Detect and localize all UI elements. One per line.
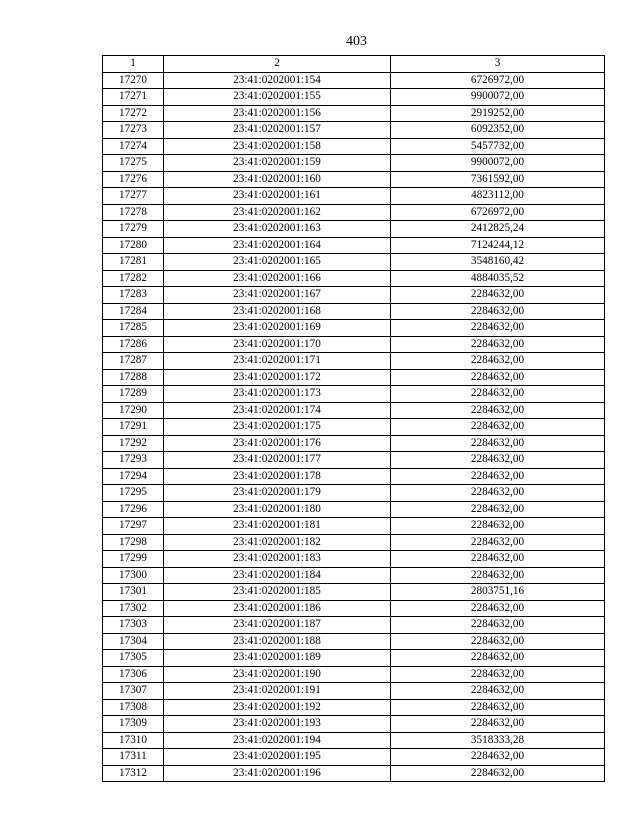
cadastral-number-cell: 23:41:0202001:173 <box>164 386 391 403</box>
table-row <box>103 336 605 353</box>
value-cell: 2284632,00 <box>391 303 605 320</box>
row-number-cell: 17271 <box>103 89 164 106</box>
row-number-cell: 17312 <box>103 765 164 782</box>
row-number-cell: 17302 <box>103 600 164 617</box>
value-cell: 6726972,00 <box>391 204 605 221</box>
cadastral-number-cell: 23:41:0202001:186 <box>164 600 391 617</box>
cadastral-number-cell: 23:41:0202001:167 <box>164 287 391 304</box>
table-row <box>103 386 605 403</box>
table-row <box>103 518 605 535</box>
value-cell: 2284632,00 <box>391 699 605 716</box>
value-cell: 2284632,00 <box>391 320 605 337</box>
table-row <box>103 303 605 320</box>
cadastral-number-cell: 23:41:0202001:180 <box>164 501 391 518</box>
row-number-cell: 17301 <box>103 584 164 601</box>
row-number-cell: 17287 <box>103 353 164 370</box>
table-row <box>103 716 605 733</box>
cadastral-number-cell: 23:41:0202001:185 <box>164 584 391 601</box>
value-cell: 2284632,00 <box>391 683 605 700</box>
table-row <box>103 567 605 584</box>
data-table <box>102 55 605 782</box>
cadastral-number-cell: 23:41:0202001:193 <box>164 716 391 733</box>
value-cell: 2284632,00 <box>391 633 605 650</box>
table-row <box>103 122 605 139</box>
row-number-cell: 17306 <box>103 666 164 683</box>
row-number-cell: 17300 <box>103 567 164 584</box>
row-number-cell: 17276 <box>103 171 164 188</box>
row-number-cell: 17275 <box>103 155 164 172</box>
cadastral-number-cell: 23:41:0202001:183 <box>164 551 391 568</box>
cadastral-number-cell: 23:41:0202001:196 <box>164 765 391 782</box>
cadastral-number-cell: 23:41:0202001:177 <box>164 452 391 469</box>
value-cell: 2284632,00 <box>391 287 605 304</box>
row-number-cell: 17284 <box>103 303 164 320</box>
value-cell: 2284632,00 <box>391 435 605 452</box>
table-row <box>103 105 605 122</box>
row-number-cell: 17285 <box>103 320 164 337</box>
value-cell: 2284632,00 <box>391 402 605 419</box>
row-number-cell: 17278 <box>103 204 164 221</box>
value-cell: 2284632,00 <box>391 386 605 403</box>
cadastral-number-cell: 23:41:0202001:187 <box>164 617 391 634</box>
value-cell: 2284632,00 <box>391 600 605 617</box>
value-cell: 2284632,00 <box>391 485 605 502</box>
cadastral-number-cell: 23:41:0202001:157 <box>164 122 391 139</box>
cadastral-number-cell: 23:41:0202001:163 <box>164 221 391 238</box>
value-cell: 6726972,00 <box>391 72 605 89</box>
row-number-cell: 17283 <box>103 287 164 304</box>
row-number-cell: 17277 <box>103 188 164 205</box>
value-cell: 6092352,00 <box>391 122 605 139</box>
value-cell: 2284632,00 <box>391 419 605 436</box>
value-cell: 5457732,00 <box>391 138 605 155</box>
cadastral-number-cell: 23:41:0202001:159 <box>164 155 391 172</box>
row-number-cell: 17297 <box>103 518 164 535</box>
cadastral-number-cell: 23:41:0202001:162 <box>164 204 391 221</box>
value-cell: 2284632,00 <box>391 551 605 568</box>
row-number-cell: 17274 <box>103 138 164 155</box>
value-cell: 2284632,00 <box>391 749 605 766</box>
table-row <box>103 749 605 766</box>
row-number-cell: 17289 <box>103 386 164 403</box>
cadastral-number-cell: 23:41:0202001:174 <box>164 402 391 419</box>
row-number-cell: 17290 <box>103 402 164 419</box>
table-row <box>103 320 605 337</box>
table-row <box>103 369 605 386</box>
row-number-cell: 17298 <box>103 534 164 551</box>
cadastral-number-cell: 23:41:0202001:168 <box>164 303 391 320</box>
table-row <box>103 89 605 106</box>
cadastral-number-cell: 23:41:0202001:176 <box>164 435 391 452</box>
row-number-cell: 17299 <box>103 551 164 568</box>
table-row <box>103 633 605 650</box>
row-number-cell: 17295 <box>103 485 164 502</box>
table-row <box>103 254 605 271</box>
row-number-cell: 17310 <box>103 732 164 749</box>
row-number-cell: 17272 <box>103 105 164 122</box>
table-row <box>103 237 605 254</box>
row-number-cell: 17307 <box>103 683 164 700</box>
table-body <box>103 72 605 782</box>
table-row <box>103 732 605 749</box>
value-cell: 9900072,00 <box>391 89 605 106</box>
cadastral-number-cell: 23:41:0202001:181 <box>164 518 391 535</box>
table-row <box>103 419 605 436</box>
value-cell: 3518333,28 <box>391 732 605 749</box>
table-row <box>103 221 605 238</box>
table-row <box>103 650 605 667</box>
table-row <box>103 435 605 452</box>
table-row <box>103 155 605 172</box>
value-cell: 2412825,24 <box>391 221 605 238</box>
value-cell: 2284632,00 <box>391 369 605 386</box>
value-cell: 2284632,00 <box>391 336 605 353</box>
table-row <box>103 617 605 634</box>
row-number-cell: 17270 <box>103 72 164 89</box>
value-cell: 4884035,52 <box>391 270 605 287</box>
cadastral-number-cell: 23:41:0202001:172 <box>164 369 391 386</box>
row-number-cell: 17293 <box>103 452 164 469</box>
cadastral-number-cell: 23:41:0202001:188 <box>164 633 391 650</box>
row-number-cell: 17273 <box>103 122 164 139</box>
cadastral-number-cell: 23:41:0202001:194 <box>164 732 391 749</box>
cadastral-number-cell: 23:41:0202001:171 <box>164 353 391 370</box>
value-cell: 7361592,00 <box>391 171 605 188</box>
cadastral-number-cell: 23:41:0202001:191 <box>164 683 391 700</box>
value-cell: 2284632,00 <box>391 518 605 535</box>
cadastral-number-cell: 23:41:0202001:154 <box>164 72 391 89</box>
row-number-cell: 17286 <box>103 336 164 353</box>
table-row <box>103 287 605 304</box>
table-row <box>103 600 605 617</box>
row-number-cell: 17296 <box>103 501 164 518</box>
value-cell: 2284632,00 <box>391 716 605 733</box>
cadastral-number-cell: 23:41:0202001:192 <box>164 699 391 716</box>
value-cell: 7124244,12 <box>391 237 605 254</box>
table-row <box>103 683 605 700</box>
table-row <box>103 138 605 155</box>
value-cell: 4823112,00 <box>391 188 605 205</box>
row-number-cell: 17311 <box>103 749 164 766</box>
row-number-cell: 17304 <box>103 633 164 650</box>
table-row <box>103 699 605 716</box>
cadastral-number-cell: 23:41:0202001:190 <box>164 666 391 683</box>
row-number-cell: 17279 <box>103 221 164 238</box>
row-number-cell: 17308 <box>103 699 164 716</box>
column-header-2: 2 <box>164 56 391 73</box>
cadastral-number-cell: 23:41:0202001:165 <box>164 254 391 271</box>
row-number-cell: 17280 <box>103 237 164 254</box>
row-number-cell: 17305 <box>103 650 164 667</box>
table-row <box>103 353 605 370</box>
cadastral-number-cell: 23:41:0202001:189 <box>164 650 391 667</box>
cadastral-number-cell: 23:41:0202001:195 <box>164 749 391 766</box>
cadastral-number-cell: 23:41:0202001:155 <box>164 89 391 106</box>
cadastral-number-cell: 23:41:0202001:161 <box>164 188 391 205</box>
value-cell: 2284632,00 <box>391 617 605 634</box>
table-header-row <box>103 56 605 73</box>
table-row <box>103 584 605 601</box>
table-row <box>103 534 605 551</box>
row-number-cell: 17309 <box>103 716 164 733</box>
row-number-cell: 17291 <box>103 419 164 436</box>
value-cell: 2284632,00 <box>391 353 605 370</box>
value-cell: 2284632,00 <box>391 534 605 551</box>
value-cell: 2284632,00 <box>391 650 605 667</box>
table-row <box>103 551 605 568</box>
table-row <box>103 485 605 502</box>
cadastral-number-cell: 23:41:0202001:156 <box>164 105 391 122</box>
row-number-cell: 17303 <box>103 617 164 634</box>
cadastral-number-cell: 23:41:0202001:158 <box>164 138 391 155</box>
cadastral-number-cell: 23:41:0202001:166 <box>164 270 391 287</box>
cadastral-number-cell: 23:41:0202001:169 <box>164 320 391 337</box>
value-cell: 2284632,00 <box>391 452 605 469</box>
table-row <box>103 171 605 188</box>
row-number-cell: 17292 <box>103 435 164 452</box>
table-row <box>103 270 605 287</box>
column-header-1: 1 <box>103 56 164 73</box>
table-row <box>103 765 605 782</box>
table-row <box>103 452 605 469</box>
cadastral-number-cell: 23:41:0202001:178 <box>164 468 391 485</box>
value-cell: 2284632,00 <box>391 468 605 485</box>
cadastral-number-cell: 23:41:0202001:175 <box>164 419 391 436</box>
value-cell: 2284632,00 <box>391 501 605 518</box>
table-row <box>103 468 605 485</box>
value-cell: 2919252,00 <box>391 105 605 122</box>
value-cell: 2284632,00 <box>391 765 605 782</box>
cadastral-number-cell: 23:41:0202001:179 <box>164 485 391 502</box>
value-cell: 9900072,00 <box>391 155 605 172</box>
value-cell: 2284632,00 <box>391 666 605 683</box>
row-number-cell: 17294 <box>103 468 164 485</box>
cadastral-number-cell: 23:41:0202001:170 <box>164 336 391 353</box>
cadastral-number-cell: 23:41:0202001:164 <box>164 237 391 254</box>
value-cell: 3548160,42 <box>391 254 605 271</box>
value-cell: 2284632,00 <box>391 567 605 584</box>
cadastral-number-cell: 23:41:0202001:160 <box>164 171 391 188</box>
cadastral-number-cell: 23:41:0202001:182 <box>164 534 391 551</box>
column-header-3: 3 <box>391 56 605 73</box>
table-row <box>103 501 605 518</box>
row-number-cell: 17282 <box>103 270 164 287</box>
value-cell: 2803751,16 <box>391 584 605 601</box>
table-row <box>103 204 605 221</box>
table-row <box>103 402 605 419</box>
table-row <box>103 666 605 683</box>
row-number-cell: 17288 <box>103 369 164 386</box>
table-row <box>103 188 605 205</box>
page-number: 403 <box>346 34 367 49</box>
cadastral-number-cell: 23:41:0202001:184 <box>164 567 391 584</box>
table-row <box>103 72 605 89</box>
row-number-cell: 17281 <box>103 254 164 271</box>
